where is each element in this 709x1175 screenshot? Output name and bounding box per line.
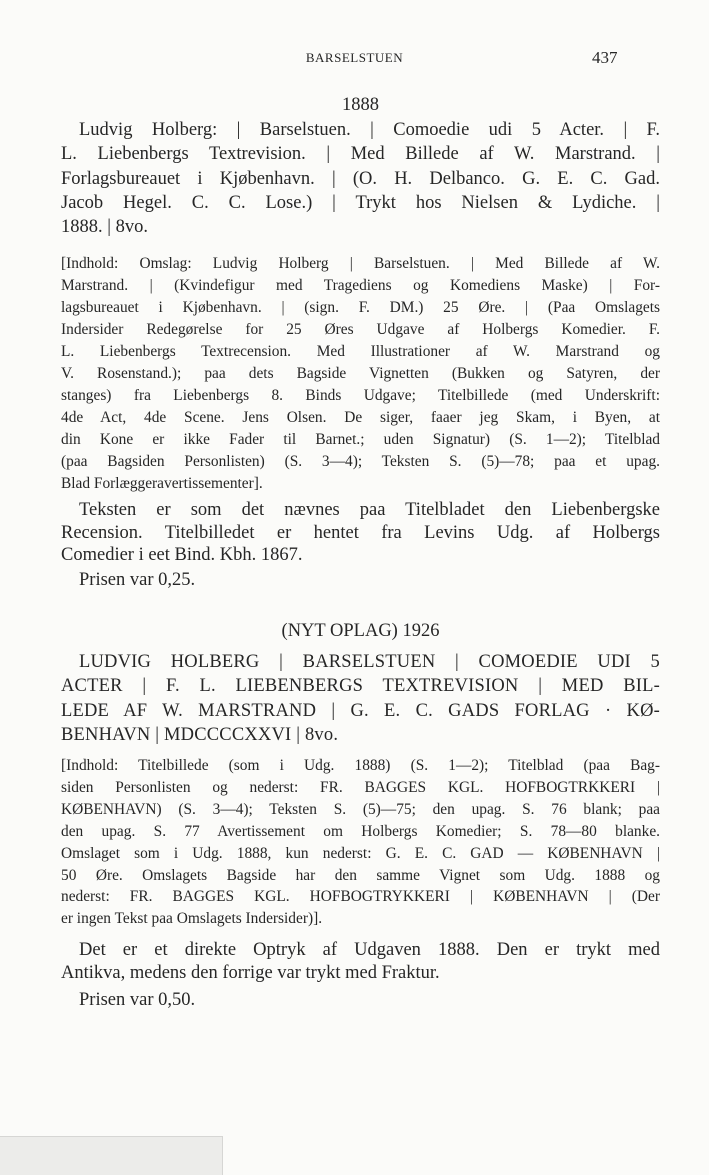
contents-line: siden Personlisten og nederst: FR. BAGGES KGL. HOFBOGTRKKERI | [61, 778, 660, 796]
section-heading: 1888 [342, 95, 379, 115]
title-line: LUDVIG HOLBERG | BARSELSTUEN | COMOEDIE UDI 5 [79, 652, 660, 672]
section-heading: (NYT OPLAG) 1926 [281, 621, 440, 641]
scan-edge [0, 1136, 223, 1175]
contents-line: din Kone er ikke Fader til Barnet.; uden Signatur) (S. 1—2); Titelblad [61, 430, 660, 448]
title-line: ACTER | F. L. LIEBENBERGS TEXTREVISION | MED BIL- [61, 676, 660, 697]
title-line: Forlagsbureauet i Kjøbenhavn. | (O. H. Delbanco. G. E. C. Gad. [61, 168, 660, 189]
page-number: 437 [592, 48, 618, 67]
title-line: Jacob Hegel. C. C. Lose.) | Trykt hos Nielsen & Lydiche. | [61, 192, 660, 213]
note-line: Antikva, medens den forrige var trykt med Fraktur. [61, 962, 440, 983]
contents-line: L. Liebenbergs Textrecension. Med Illustrationer af W. Marstrand og [61, 342, 660, 360]
contents-line: lagsbureauet i Kjøbenhavn. | (sign. F. DM.) 25 Øre. | (Paa Omslagets [61, 298, 660, 316]
contents-line: Blad Forlæggeravertissementer]. [61, 474, 263, 492]
title-line: L. Liebenbergs Textrevision. | Med Billede af W. Marstrand. | [61, 144, 660, 165]
note-line: Comedier i eet Bind. Kbh. 1867. [61, 545, 303, 566]
contents-line: [Indhold: Titelbillede (som i Udg. 1888) (S. 1—2); Titelblad (paa Bag- [61, 757, 660, 774]
contents-line: [Indhold: Omslag: Ludvig Holberg | Barselstuen. | Med Billede af W. [61, 255, 660, 272]
title-line: 1888. | 8vo. [61, 217, 148, 238]
contents-line: stanges) fra Liebenbergs 8. Binds Udgave; Titelbillede (med Underskrift: [61, 386, 660, 404]
contents-line: KØBENHAVN) (S. 3—4); Teksten S. (5)—75; den upag. S. 76 blank; paa [61, 800, 660, 818]
note-line: Det er et direkte Optryk af Udgaven 1888. Den er trykt med [79, 940, 660, 960]
contents-line: Marstrand. | (Kvindefigur med Tragediens og Komediens Maske) | For- [61, 276, 660, 294]
contents-line: V. Rosenstand.); paa dets Bagside Vignetten (Bukken og Satyren, der [61, 364, 660, 382]
title-line: Ludvig Holberg: | Barselstuen. | Comoedie udi 5 Acter. | F. [79, 120, 660, 140]
contents-line: er ingen Tekst paa Omslagets Indersider)]. [61, 910, 323, 928]
contents-line: 50 Øre. Omslagets Bagside har den samme Vignet som Udg. 1888 og [61, 866, 660, 884]
contents-line: den upag. S. 77 Avertissement om Holbergs Komedier; S. 78—80 blanke. [61, 822, 660, 840]
note-line: Recension. Titelbilledet er hentet fra Levins Udg. af Holbergs [61, 522, 660, 543]
contents-line: Omslaget som i Udg. 1888, kun nederst: G. E. C. GAD — KØBENHAVN | [61, 844, 660, 862]
contents-line: (paa Bagsiden Personlisten) (S. 3—4); Teksten S. (5)—78; paa et upag. [61, 452, 660, 470]
running-title: BARSELSTUEN [305, 50, 404, 65]
note-line: Teksten er som det nævnes paa Titelbladet den Liebenbergske [79, 500, 660, 520]
title-line: LEDE AF W. MARSTRAND | G. E. C. GADS FORLAG · KØ- [61, 700, 660, 721]
contents-line: 4de Act, 4de Scene. Jens Olsen. De siger, faaer jeg Skam, i Byen, at [61, 408, 660, 426]
contents-line: nederst: FR. BAGGES KGL. HOFBOGTRYKKERI | KØBENHAVN | (Der [61, 888, 660, 906]
title-line: BENHAVN | MDCCCCXXVI | 8vo. [61, 725, 339, 746]
price-line: Prisen var 0,25. [79, 570, 196, 590]
contents-line: Indersider Redegørelse for 25 Øres Udgave af Holbergs Komedier. F. [61, 320, 660, 338]
price-line: Prisen var 0,50. [79, 990, 196, 1010]
